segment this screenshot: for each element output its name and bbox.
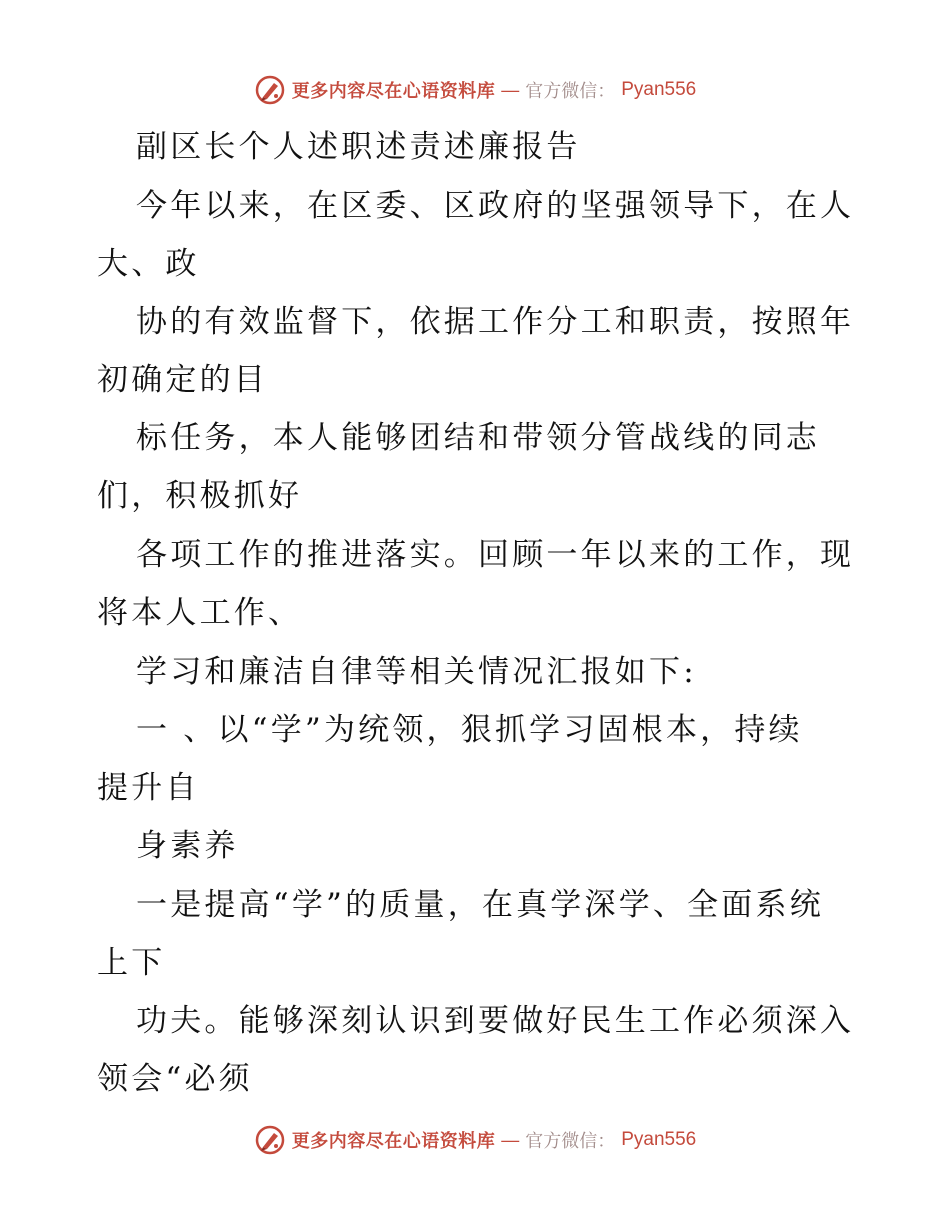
watermark-wechat-id: Pyan556 <box>621 79 697 100</box>
paragraph-line: 学习和廉洁自律等相关情况汇报如下: <box>136 654 697 690</box>
paragraph-line: 功夫。能够深刻认识到要做好民生工作必须深入 <box>136 1003 855 1039</box>
footer-watermark <box>0 1120 950 1160</box>
watermark-label-text: 官方微信： <box>525 1131 616 1152</box>
pen-circle-logo-icon <box>254 1124 286 1156</box>
watermark-label-text: 官方微信： <box>525 81 616 102</box>
paragraph-line: 协的有效监督下，依据工作分工和职责，按照年 <box>136 304 855 340</box>
document-title: 副区长个人述职述责述廉报告 <box>136 129 581 165</box>
header-watermark <box>0 70 950 110</box>
paragraph-line: 一是提高“学”的质量，在真学深学、全面系统 <box>136 887 824 923</box>
section-heading-line: 一 、以“学”为统领，狠抓学习固根本，持续 <box>136 712 803 748</box>
watermark-brand-text: 更多内容尽在心语资料库 <box>291 1131 496 1152</box>
paragraph-line: 初确定的目 <box>97 362 268 398</box>
watermark-group <box>254 74 697 106</box>
paragraph-line: 今年以来，在区委、区政府的坚强领导下，在人 <box>136 188 855 224</box>
watermark-dash: — <box>501 1129 520 1150</box>
paragraph-line: 上下 <box>97 945 166 981</box>
section-heading-line: 提升自 <box>97 770 200 806</box>
watermark-wechat-id: Pyan556 <box>621 1129 697 1150</box>
paragraph-line: 领会“必须 <box>97 1061 253 1097</box>
paragraph-line: 大、政 <box>97 246 200 282</box>
paragraph-line: 们，积极抓好 <box>97 478 303 514</box>
paragraph-line: 各项工作的推进落实。回顾一年以来的工作，现 <box>136 537 855 573</box>
section-heading-line: 身素养 <box>136 828 239 864</box>
paragraph-line: 标任务，本人能够团结和带领分管战线的同志 <box>136 420 820 456</box>
paragraph-line: 将本人工作、 <box>97 595 303 631</box>
watermark-brand-text: 更多内容尽在心语资料库 <box>291 81 496 102</box>
pen-circle-logo-icon <box>254 74 286 106</box>
watermark-dash: — <box>501 79 520 100</box>
watermark-group <box>254 1124 697 1156</box>
